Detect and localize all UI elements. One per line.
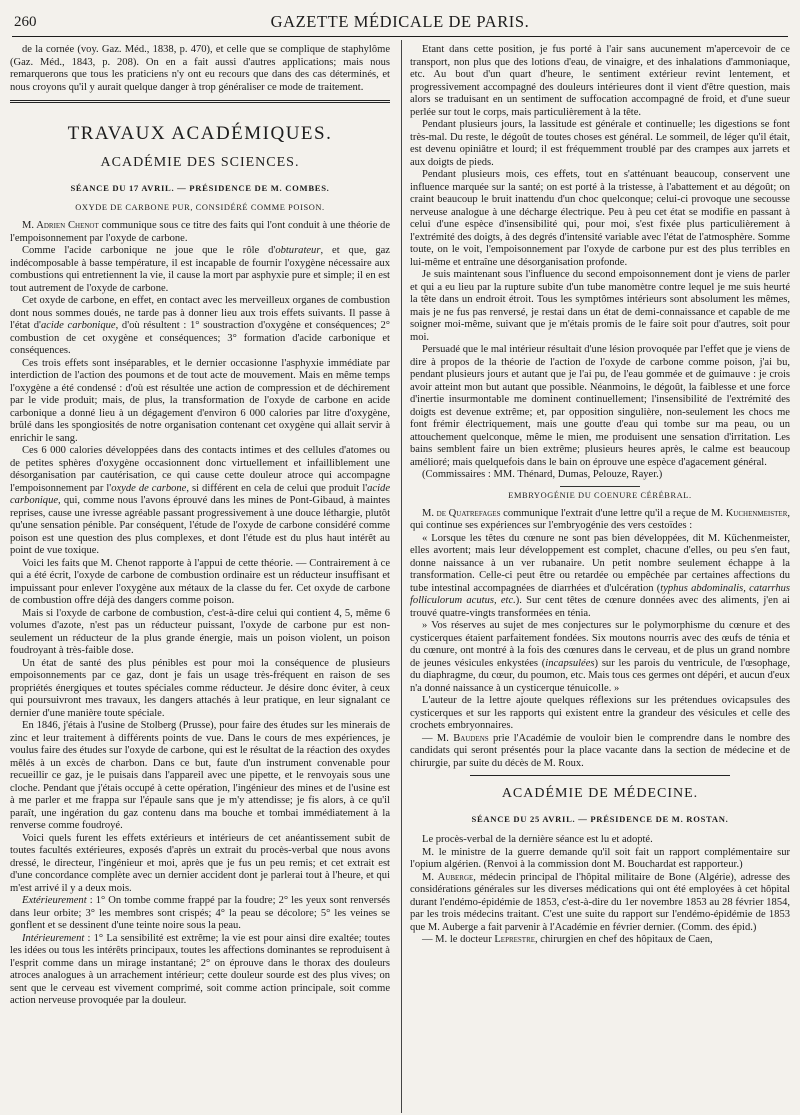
paragraph: Ces trois effets sont inséparables, et le dernier occasionne l'asphyxie immédiate par interdiction de l'action des poumons et de tout acte de mouvement. Mais en même temps l'oxygène a été condensé : d'où est résultée une action de compression et de déchirement par le vide produit; mais, de plus, la transformation de l'oxyde de carbone en acide carbonique a donné lieu à un dégagement d'environ 6 000 calories par litre d'oxygène, brûlé dans les spongiosités de notre organisation contenant cet oxygène qui allait servir à enrichir le sang. <box>10 357 390 444</box>
paragraph: Extérieurement : 1° On tombe comme frappé par la foudre; 2° les yeux sont renversés dans leur orbite; 3° les membres sont crispés; 4° la peau se décolore; 5° les veines se gonflent et se dessinent d'une teinte noire sous la peau. <box>10 895 390 931</box>
paragraph: M. Adrien Chenot communique sous ce titre des faits qui l'ont conduit à une théorie de l'empoisonnement par l'oxyde de carbone. <box>10 220 391 244</box>
paragraph: Intérieurement : 1° La sensibilité est extrême; la vie est pour ainsi dire exaltée; toutes les idées ou tous les intérêts principaux, toutes les affections dominantes se reproduisent à l'esprit comme dans un mirage instantané; 2° on éprouve dans le thorax des douleurs atroces analogues à un arrachement intérieur; cette douleur sourde est des plus vives; on sent que le cerveau est vivement comprimé, soit comme action principale, soit comme action nerveuse provoquée par la douleur. <box>10 932 390 1006</box>
paragraph: Persuadé que le mal intérieur résultait d'une lésion provoquée par l'effet que je viens de dire à propos de la théorie de l'action de l'oxyde de carbone comme poison, j'ai bu, pendant plusieurs jours et autant que je l'ai pu, de l'eau gommée et de guimauve : je crois avoir atteint mon but autant que possible. Néanmoins, le dégoût, la faiblesse et une force d'inertie insurmontable me dominent continuellement; l'insensibilité de l'extrémité des doigts est devenue extrême; et, par opposition singulière, non-seulement les chocs me font frémir électriquement, mais une goutte d'eau qui tombe sur ma peau, ou un attouchement quelconque, même le mien, me produisent une sensation d'irritation. Les bains semblent faire un bien extrême; plusieurs heures après, le calme est beaucoup amélioré; mais quelquefois dans le bain on éprouve une espèce d'agacement général. <box>410 344 790 468</box>
seance-heading: SÉANCE DU 25 AVRIL. — PRÉSIDENCE DE M. ROSTAN. <box>471 814 729 824</box>
left-column <box>10 44 390 1008</box>
paragraph: — M. le docteur Leprestre, chirurgien en chef des hôpitaux de Caen, <box>422 934 713 945</box>
paragraph: Comme l'acide carbonique ne joue que le rôle d'obturateur, et que, gaz indécomposable à basse température, il est incapable de fournir l'oxygène nécessaire aux combustions qui entretiennent la vie, il cause la mort par asphyxie pure et simple; il en est tout autrement de l'oxyde de carbone. <box>10 245 390 294</box>
paragraph: En 1846, j'étais à l'usine de Stolberg (Prusse), pour faire des études sur les minerais de zinc et leur traitement à différents points de vue. Dans le cours de mes expériences, je voulus faire des études sur l'oxyde de carbone, qui est le résultat de la réaction des oxydes mêlés à un excès de charbon. Dans ce but, faute d'un instrument convenable pour recueillir ce gaz, je le puisais dans l'appareil avec une pipette, et le renvoyais sous une cloche. Pendant que j'étais occupé à cette opération, l'ingénieur des mines et de l'usine est à me parler et me frappa sur l'épaule sans que je m'y attendisse; je fis alors, à ce qu'il paraît, une ingération du gaz contenu dans ma bouche et tombai immédiatement à la renverse comme foudroyé. <box>10 720 390 831</box>
section-rule <box>470 775 730 776</box>
column-divider <box>401 40 402 1113</box>
intro-paragraph: de la cornée (voy. Gaz. Méd., 1838, p. 470), et celle que se complique de staphylôme (Gaz. Méd., 1843, p. 208). On en a fait aussi d'autres applications; mais nous remarquerons que tous les praticiens n'y ont eu recours que dans des cas déterminés, et nous croyons qu'il y aurait quelque danger à trop généraliser ce mode de traitement. <box>10 44 390 93</box>
paragraph: M. de Quatrefages communique l'extrait d'une lettre qu'il a reçue de M. Kuchenmeister, qui continue ses expériences sur l'embryogénie des vers cestoïdes : <box>410 507 790 531</box>
paragraph: M. le ministre de la guerre demande qu'il soit fait un rapport complémentaire sur l'opium algérien. (Renvoi à la commission dont M. Bouchardat est rapporteur.) <box>410 846 790 870</box>
header-rule <box>12 36 788 37</box>
paragraph: » Vos réserves au sujet de mes conjectures sur le polymorphisme du cœnure et des cysticerques étaient parfaitement fondées. Six moutons nourris avec des œufs de ténia et du cœnure, ont montré à la fois des cœnures dans le cerveau, et de plus un grand nombre de jeunes vésicules enkystées (incapsulées) sur les parois du ventricule, de l'œsophage, du diaphragme, du cœur, du poumon, etc. Mais tous ces germes ont dépéri, et aucun d'eux n'a donné naissance à un cysticerque ténuicolle. » <box>410 620 790 694</box>
topic-heading: EMBRYOGÉNIE DU COENURE CÉRÉBRAL. <box>508 490 692 500</box>
paragraph: L'auteur de la lettre ajoute quelques réflexions sur les prétendues ovicapsules des cysticerques et sur les rapports qui existent entre la grandeur des vésicules et celle des crochets embryonnaires. <box>410 695 790 731</box>
seance-heading: SÉANCE DU 17 AVRIL. — PRÉSIDENCE DE M. COMBES. <box>70 183 330 193</box>
paragraph: M. Auberge, médecin principal de l'hôpital militaire de Bone (Algérie), adresse des considérations générales sur les diverses médications qui ont été employées à cet hôpital durant l'endémo-épidémie de 1853, c'est-à-dire du 1er novembre 1853 au 28 février 1854, par les trois médecins traitant. C'est une suite du rapport sur l'endémo-épidémie de 1853 que M. Auberge a fait parvenir à l'Académie en février dernier. (Comm. des épid.) <box>410 871 790 933</box>
paragraph: Mais si l'oxyde de carbone de combustion, c'est-à-dire celui qui contient 4, 5, même 6 volumes d'azote, n'est pas un réducteur puissant, l'oxyde de carbone pur est non-seulement un réducteur de la plus grande énergie, mais un poison violent, un poison foudroyant à très-faible dose. <box>10 607 390 656</box>
topic-heading: OXYDE DE CARBONE PUR, CONSIDÉRÉ COMME POISON. <box>75 203 325 212</box>
section-rule <box>10 100 390 103</box>
section-title: TRAVAUX ACADÉMIQUES. <box>67 123 333 144</box>
paragraph: Ces 6 000 calories développées dans des contacts intimes et des cellules d'atomes ou de petites sphères d'oxygène occasionnent donc virtuellement et infailliblement une désorganisation par cautérisation, ce qui cause cette douleur atroce qui accompagne l'empoisonnement par l'oxyde de carbone, si différent en cela de celui que produit l'acide carbonique, qui, comme nous l'avons éprouvé dans les mines de Pont-Gibaud, à maintes reprises, cause une ivresse agréable passant progressivement à une douce léthargie, plutôt qu'une sensation pénible. Par conséquent, l'étude de l'oxyde de carbone considéré comme poison est une question des plus complexes, et dont l'étude est du plus haut intérêt au point de vue toxique. <box>10 445 390 556</box>
paragraph: Un état de santé des plus pénibles est pour moi la conséquence de plusieurs empoisonnements par ce gaz, dont je fais un usage très-fréquent en raison de ses propriétés énergiques et toutes spéciales comme réducteur. Je désire donc éviter, à ceux qui poursuivront mes travaux, les dangers attachés à leur pratique, en leur signalant ce dernier d'une manière toute spéciale. <box>10 657 390 719</box>
paragraph: Pendant plusieurs jours, la lassitude est générale et continuelle; les digestions se font très-mal. Du reste, le dégoût de toutes choses est général. Le sommeil, de léger qu'il était, est devenu opiniâtre et lourd; il est fréquemment troublé par des crampes aux jarrets et aux doigts de pieds. <box>410 119 790 168</box>
academy-title: ACADÉMIE DE MÉDECINE. <box>501 786 699 801</box>
academy-title: ACADÉMIE DES SCIENCES. <box>100 155 300 170</box>
page-number: 260 <box>14 14 37 30</box>
right-column <box>410 44 790 947</box>
paragraph: Cet oxyde de carbone, en effet, en contact avec les merveilleux organes de combustion dont nous sommes doués, ne tarde pas à donner lieu aux trois effets suivants. Il passe à l'état d'acide carbonique, d'où résultent : 1° soustraction d'oxygène et conséquences; 2° combustion de cet oxygène et conséquences; 3° formation d'acide carbonique et conséquences. <box>10 295 391 356</box>
paragraph: Voici les faits que M. Chenot rapporte à l'appui de cette théorie. — Contrairement à ce qui a été écrit, l'oxyde de carbone de combustion ordinaire est un réducteur insuffisant et impuissant pour enlever l'oxygène aux métaux de la classe du fer. Cet oxyde de carbone de combustion offre déjà des dangers comme poison. <box>10 557 390 606</box>
paragraph: Etant dans cette position, je fus porté à l'air sans aucunement m'apercevoir de ce transport, non plus que des lotions d'eau, de vinaigre, et des inhalations d'ammoniaque, etc. Au bout d'un quart d'heure, le sentiment extérieur revint lentement, et progressivement accompagné des douleurs intérieures dont il vient d'être question, mais alors se traduisant en un sentiment de suffocation accompagné de froid, et d'une sueur perlée sur tout le corps, mais particulièrement à la tête. <box>410 44 790 118</box>
commissioners-note: (Commissaires : MM. Thénard, Dumas, Pelouze, Rayer.) <box>422 469 663 480</box>
divider <box>560 486 640 487</box>
paragraph: Je suis maintenant sous l'influence du second empoisonnement dont je viens de parler et qui a eu lieu par la rupture subite d'un tube manomètre contre lequel je me suis heurté la tête dans un endroit étroit. Tous les symptômes intérieurs sont absolument les mêmes, mais je ne fus pas renversé, je restai dans un état de demi-connaissance et capable de me soigner moi-même, suivant que je m'étais promis de le faire soit pour d'autres, soit pour moi. <box>410 269 790 343</box>
paragraph: « Lorsque les têtes du cœnure ne sont pas bien développées, dit M. Küchenmeister, elles avortent; mais leur développement est complet, chacune d'elles, ou peu s'en faut, donne naissance à un ver rubanaire. Un petit nombre seulement échappe à la transformation. Celle-ci peut être ou retardée ou empêchée par certaines affections du tube intestinal accompagnées de diarrhées et d'ulcération (typhus abdominalis, catarrhus folliculorum acutus, etc.). Sur cent têtes de cœnure données avec des aliments, j'en ai trouvé quatre-vingts transformées en ténia. <box>410 532 790 619</box>
paragraph: — M. Baudens prie l'Académie de vouloir bien le comprendre dans le nombre des candidats qui seront présentés pour la place vacante dans la section de médecine et de chirurgie, par suite du décès de M. Roux. <box>410 732 790 769</box>
paragraph: Pendant plusieurs mois, ces effets, tout en s'atténuant beaucoup, conservent une influence marquée sur la santé; on est porté à la tristesse, à l'abattement et au dégoût; on craint beaucoup le bruit inattendu d'un choc quelconque; celui-ci provoque une secousse nerveuse analogue à une décharge électrique. Peu à peu cet état se modifie en passant à celui d'une espèce d'insensibilité qui, pour moi, s'est fixée plus particulièrement à l'extrémité des doigts, à des degrés d'intensité variable avec l'état de l'atmosphère. Somme toute, on le voit, l'empoisonnement par l'oxyde de carbone pur est des plus terribles en lui-même et entraîne une désorganisation profonde. <box>410 169 790 268</box>
paragraph: Le procès-verbal de la dernière séance est lu et adopté. <box>422 834 653 845</box>
running-title: GAZETTE MÉDICALE DE PARIS. <box>270 12 530 31</box>
paragraph: Voici quels furent les effets extérieurs et intérieurs de cet anéantissement subit de toutes facultés extérieures, exposés d'après un extrait du procès-verbal que nous avons dressé, le directeur, l'ingénieur et moi, après que je fus un peu remis; et cet extrait est d'une concordance complète avec un dernier accident dont je parlerai tout à l'heure, et qui m'est arrivé il y a deux mois. <box>10 832 390 894</box>
